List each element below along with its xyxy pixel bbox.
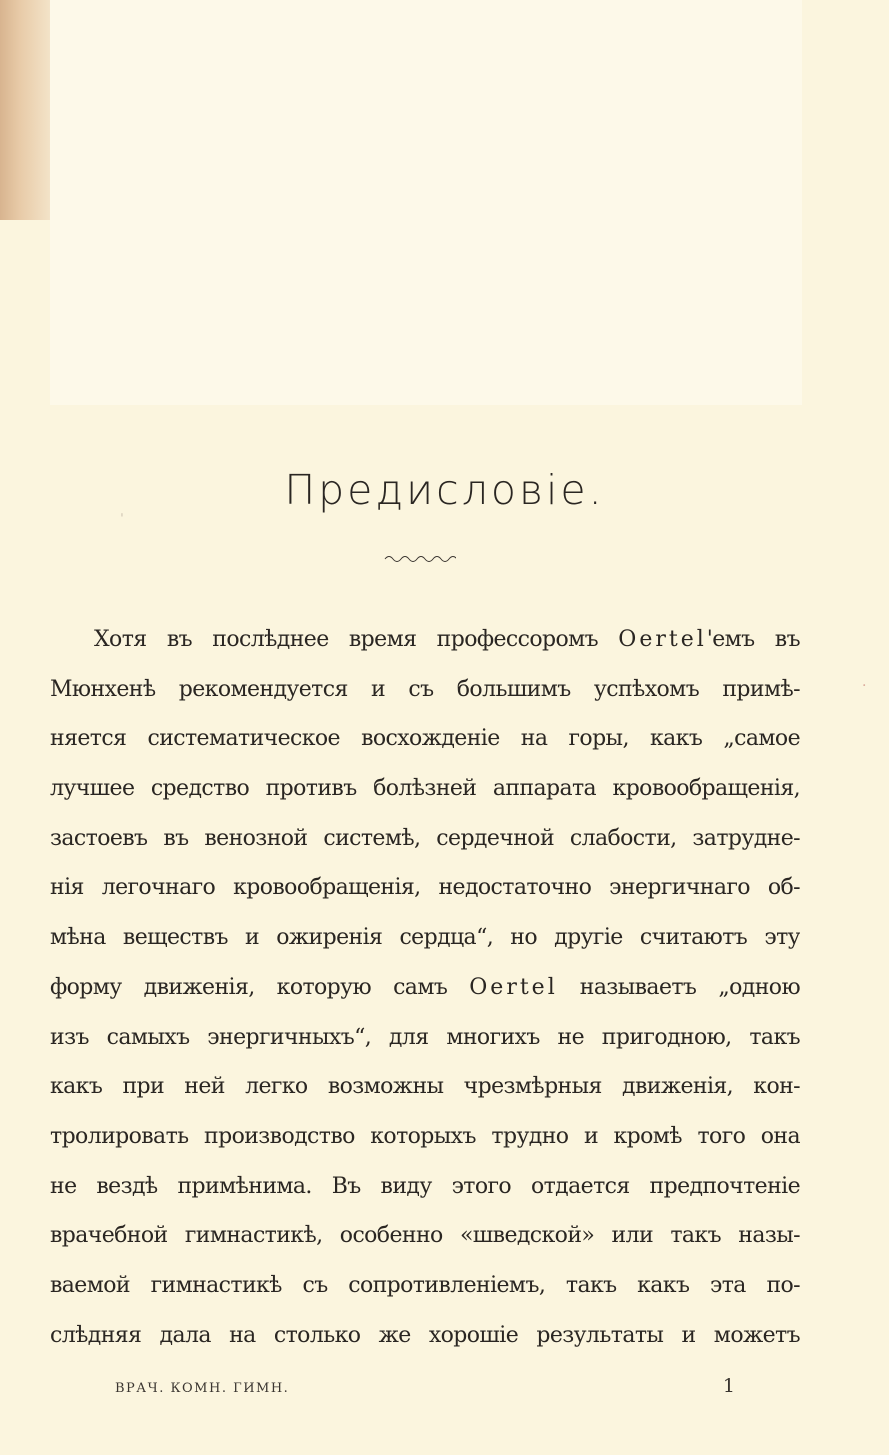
ink-speck: ˈ (120, 512, 124, 528)
text-line: врачебной гимнастикѣ, особенно «шведской» или такъ назы- (50, 1223, 800, 1249)
text-line: тролировать производство которыхъ трудно и кромѣ того она (50, 1123, 800, 1149)
binding-edge (0, 0, 50, 220)
text-line: няется систематическое восхожденіе на горы, какъ „самое (50, 726, 800, 752)
scan-light-area (50, 0, 802, 405)
text-line: нія легочнаго кровообращенія, недостаточно энергичнаго об- (50, 875, 800, 901)
text-line: застоевъ въ венозной системѣ, сердечной слабости, затрудне- (50, 825, 800, 851)
title-flourish-ornament (384, 553, 456, 565)
text-line: не вездѣ примѣнима. Въ виду этого отдается предпочтеніе (50, 1173, 800, 1199)
text-line: мѣна веществъ и ожиренія сердца“, но другіе считаютъ эту (50, 925, 800, 951)
text-line: изъ самыхъ энергичныхъ“, для многихъ не пригодною, такъ (50, 1024, 800, 1050)
text-line: Мюнхенѣ рекомендуется и съ большимъ успѣхомъ примѣ- (50, 676, 800, 702)
page-number: 1 (722, 1375, 735, 1397)
text-line: лучшее средство противъ болѣзней аппарата кровообращенія, (50, 776, 800, 802)
preface-text (50, 615, 800, 1360)
text-line: форму движенія, которую самъ Oertel называетъ „одною (50, 974, 800, 1000)
ink-speck: · (862, 678, 867, 694)
page-footer (115, 1375, 735, 1399)
signature-mark: ВРАЧ. КОМН. ГИМН. (115, 1381, 290, 1396)
text-line: Хотя въ послѣднее время профессоромъ Oertel'емъ въ (94, 627, 800, 652)
page-title: Предисловіе. (284, 466, 605, 514)
text-line: какъ при ней легко возможны чрезмѣрныя движенія, кон- (50, 1074, 800, 1100)
text-line: ваемой гимнастикѣ съ сопротивленіемъ, такъ какъ эта по- (50, 1272, 800, 1298)
text-line: слѣдняя дала на столько же хорошіе результаты и можетъ (50, 1322, 800, 1348)
